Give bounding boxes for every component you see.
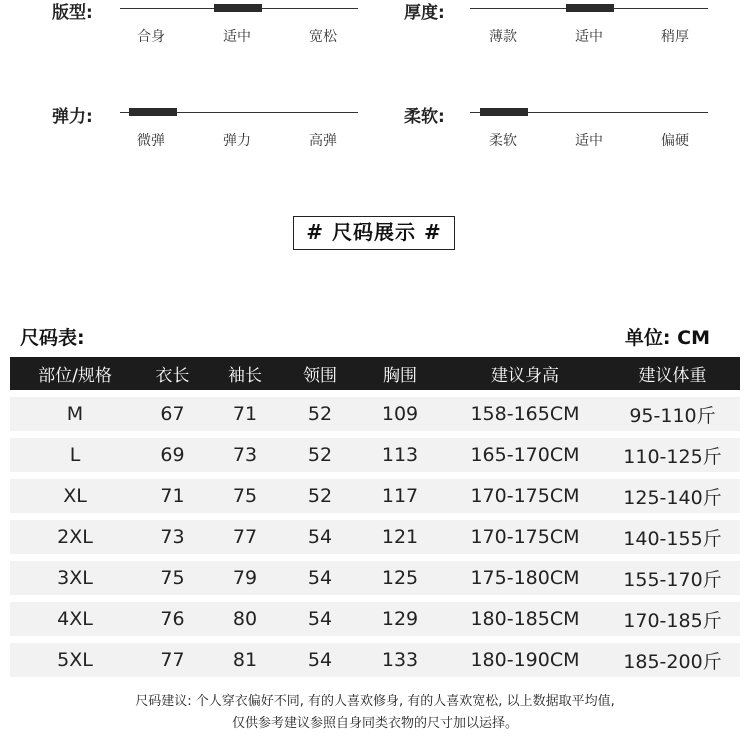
cell-height: 175-180CM bbox=[445, 561, 605, 595]
attribute-label: 柔软: bbox=[404, 107, 445, 127]
size-table-title: 尺码表: bbox=[20, 327, 85, 349]
attribute-tick: 柔软 bbox=[489, 133, 517, 149]
cell-height: 170-175CM bbox=[445, 520, 605, 554]
cell-weight: 125-140斤 bbox=[605, 479, 740, 513]
cell-weight: 110-125斤 bbox=[605, 438, 740, 472]
cell-sleeve: 80 bbox=[205, 602, 285, 636]
cell-collar: 52 bbox=[285, 479, 355, 513]
size-advice-note: 尺码建议: 个人穿衣偏好不同, 有的人喜欢修身, 有的人喜欢宽松, 以上数据取平均值, bbox=[135, 694, 615, 709]
table-row bbox=[10, 479, 740, 513]
cell-chest: 109 bbox=[355, 397, 445, 431]
section-title: # 尺码展示 # bbox=[293, 216, 455, 250]
attribute-level-indicator bbox=[129, 108, 177, 116]
header-collar: 领围 bbox=[285, 357, 355, 390]
attribute-tick: 薄款 bbox=[489, 29, 517, 45]
cell-chest: 129 bbox=[355, 602, 445, 636]
attribute-tick: 合身 bbox=[137, 29, 165, 45]
cell-sleeve: 75 bbox=[205, 479, 285, 513]
cell-collar: 54 bbox=[285, 602, 355, 636]
table-row bbox=[10, 438, 740, 472]
cell-length: 76 bbox=[140, 602, 205, 636]
attribute-tick: 适中 bbox=[575, 133, 603, 149]
cell-collar: 54 bbox=[285, 561, 355, 595]
cell-size: M bbox=[10, 397, 140, 431]
unit-label: 单位: CM bbox=[624, 327, 710, 349]
attribute-level-indicator bbox=[566, 4, 614, 12]
cell-size: 3XL bbox=[10, 561, 140, 595]
cell-sleeve: 81 bbox=[205, 643, 285, 677]
table-row bbox=[10, 561, 740, 595]
table-row bbox=[10, 602, 740, 636]
attribute-label: 厚度: bbox=[404, 3, 445, 23]
cell-height: 158-165CM bbox=[445, 397, 605, 431]
table-row bbox=[10, 520, 740, 554]
cell-length: 75 bbox=[140, 561, 205, 595]
attribute-label: 版型: bbox=[52, 3, 93, 23]
cell-length: 69 bbox=[140, 438, 205, 472]
cell-chest: 113 bbox=[355, 438, 445, 472]
table-header-row bbox=[10, 357, 740, 390]
cell-collar: 54 bbox=[285, 643, 355, 677]
cell-weight: 95-110斤 bbox=[605, 397, 740, 431]
attribute-tick: 适中 bbox=[223, 29, 251, 45]
cell-size: 4XL bbox=[10, 602, 140, 636]
attribute-tick: 偏硬 bbox=[661, 133, 689, 149]
cell-weight: 140-155斤 bbox=[605, 520, 740, 554]
header-sleeve: 袖长 bbox=[205, 357, 285, 390]
table-row bbox=[10, 643, 740, 677]
cell-length: 71 bbox=[140, 479, 205, 513]
header-size: 部位/规格 bbox=[10, 357, 140, 390]
header-weight: 建议体重 bbox=[605, 357, 740, 390]
attribute-label: 弹力: bbox=[52, 107, 93, 127]
cell-size: 5XL bbox=[10, 643, 140, 677]
header-length: 衣长 bbox=[140, 357, 205, 390]
cell-chest: 133 bbox=[355, 643, 445, 677]
attribute-level-indicator bbox=[480, 108, 528, 116]
attribute-tick: 弹力 bbox=[223, 133, 251, 149]
cell-sleeve: 79 bbox=[205, 561, 285, 595]
cell-height: 165-170CM bbox=[445, 438, 605, 472]
size-advice-note-line2: 仅供参考建议参照自身同类衣物的尺寸加以运择。 bbox=[231, 716, 518, 731]
cell-weight: 185-200斤 bbox=[605, 643, 740, 677]
attribute-tick: 微弹 bbox=[137, 133, 165, 149]
cell-weight: 170-185斤 bbox=[605, 602, 740, 636]
cell-weight: 155-170斤 bbox=[605, 561, 740, 595]
cell-length: 67 bbox=[140, 397, 205, 431]
attribute-tick: 稍厚 bbox=[661, 29, 689, 45]
cell-height: 170-175CM bbox=[445, 479, 605, 513]
cell-collar: 54 bbox=[285, 520, 355, 554]
cell-collar: 52 bbox=[285, 397, 355, 431]
cell-sleeve: 73 bbox=[205, 438, 285, 472]
attribute-level-indicator bbox=[214, 4, 262, 12]
cell-sleeve: 71 bbox=[205, 397, 285, 431]
cell-size: XL bbox=[10, 479, 140, 513]
cell-length: 77 bbox=[140, 643, 205, 677]
cell-collar: 52 bbox=[285, 438, 355, 472]
cell-height: 180-190CM bbox=[445, 643, 605, 677]
cell-chest: 117 bbox=[355, 479, 445, 513]
cell-sleeve: 77 bbox=[205, 520, 285, 554]
attribute-tick: 高弹 bbox=[309, 133, 337, 149]
header-chest: 胸围 bbox=[355, 357, 445, 390]
header-height: 建议身高 bbox=[445, 357, 605, 390]
cell-size: L bbox=[10, 438, 140, 472]
cell-length: 73 bbox=[140, 520, 205, 554]
cell-chest: 121 bbox=[355, 520, 445, 554]
cell-size: 2XL bbox=[10, 520, 140, 554]
cell-height: 180-185CM bbox=[445, 602, 605, 636]
table-row bbox=[10, 397, 740, 431]
attribute-tick: 适中 bbox=[575, 29, 603, 45]
size-table bbox=[10, 350, 740, 684]
cell-chest: 125 bbox=[355, 561, 445, 595]
attribute-tick: 宽松 bbox=[309, 29, 337, 45]
